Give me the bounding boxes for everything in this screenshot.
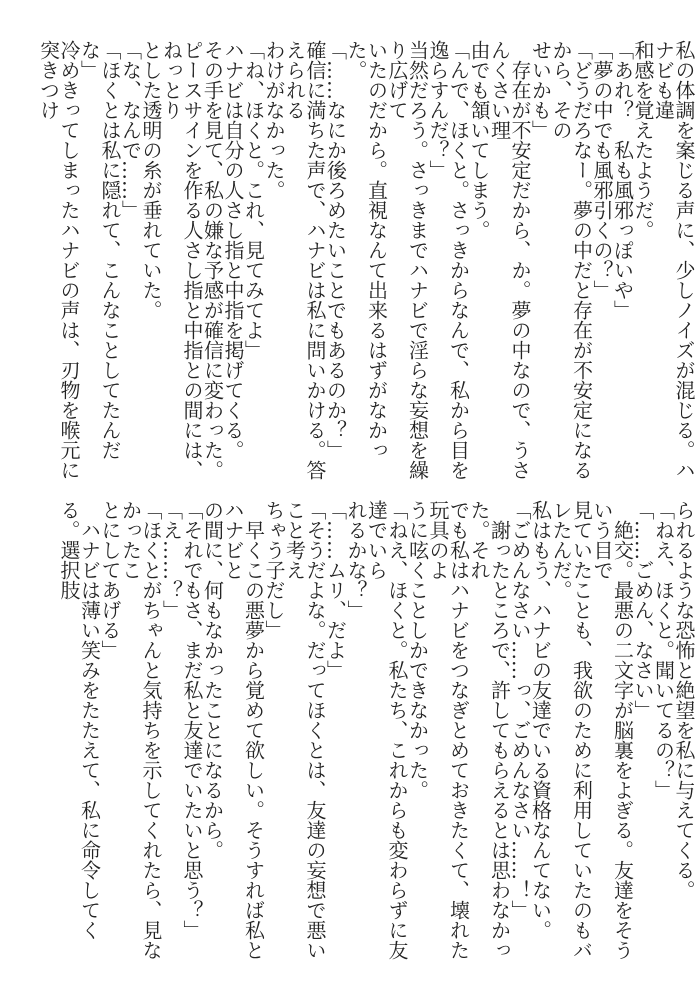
text-column: 「……ムリ、だよ」 — [323, 500, 348, 680]
text-column: 「夢の中でも風邪引くの？」 — [590, 40, 614, 300]
text-column: 当然だろう。さっきまでハナビで淫らな妄想を繰り広げて — [385, 40, 430, 480]
text-column: 私の体調を案じる声に、少しノイズが混じる。ハナビも違 — [651, 40, 696, 480]
text-column: 由でも頷いてしまう。 — [467, 40, 491, 240]
text-column: 和感を覚えたようだ。 — [631, 40, 655, 240]
text-column: 「それでもさ、まだ私と友達でいたいと思う？」 — [180, 500, 204, 940]
text-column: られるような恐怖と絶望を私に与えてくる。 — [672, 500, 696, 900]
text-column: いたのだから。直視なんて出来るはずがなかった。 — [344, 40, 389, 460]
text-column: 「ねえ、ほくと。聞いてるの？」 — [651, 500, 676, 800]
text-column: 「あれ？ 私も風邪っぽいや」 — [610, 40, 635, 320]
text-column: 冷めきってしまったハナビの声は、刃物を喉元に突きつけ — [36, 40, 81, 480]
text-column: 絶交。最悪の二文字が脳裏をよぎる。友達をそういう目で — [590, 500, 635, 960]
text-column: とにしてあげる」 — [98, 500, 122, 660]
text-column: れるかな？」 — [344, 500, 368, 620]
text-column: 私はもう、ハナビの友達でいる資格なんてない。 — [528, 500, 553, 940]
text-column: うに呟くことしかできなかった。 — [405, 500, 430, 800]
bottom-text-block — [5, 500, 694, 960]
top-text-block — [5, 40, 694, 480]
text-column: ハナビは自分の人さし指と中指を掲げてくる。 — [221, 40, 245, 460]
text-column: ちゃう子だし」 — [262, 500, 286, 640]
text-column: でも私はハナビをつなぎとめておきたくて、壊れた玩具のよ — [426, 500, 471, 960]
text-column: 「ごめんなさい……っ、ごめんなさい……！」 — [508, 500, 532, 920]
text-column: 「そうだよな。だってほくとは、友達の妄想で悪いこと考え — [282, 500, 327, 960]
text-column: ピースサインを作る人さし指と中指との間には、ねっとり — [159, 40, 204, 480]
text-column: 早くこの悪夢から覚めて欲しい。そうすれば私とハナビと — [221, 500, 266, 960]
text-column: 「ほくとがちゃんと気持ちを示してくれたら、見なかったこ — [118, 500, 163, 960]
text-column: とした透明の糸が垂れていた。 — [139, 40, 163, 320]
text-column: 見ていたことも、我欲のために利用していたのもバレたんだ。 — [549, 500, 594, 960]
text-column: わけがなかった。 — [262, 40, 286, 200]
text-column: 確信に満ちた声で、ハナビは私に問いかける。答えられる — [282, 40, 327, 480]
text-column: 「んで、ほくと。さっきからなんで、私から目を逸らすんだ？」 — [426, 40, 471, 480]
text-column: 「ほくとは私に隠れて、こんなことしてたんだな」 — [77, 40, 122, 460]
text-column: 「ねえ、ほくと。私たち、これからも変わらずに友達でいら — [364, 500, 409, 960]
text-column: 「え……？」 — [159, 500, 184, 620]
text-column: 「……なにか後ろめたいことでもあるのか？」 — [323, 40, 348, 460]
text-column: 「どうだろなー。夢の中だと存在が不安定になるから、その — [549, 40, 594, 480]
text-column: 「な、なんで……」 — [118, 40, 143, 220]
text-column: 謝ったところで、許してもらえるとは思わなかった。それ — [467, 500, 512, 960]
text-column: 存在が不安定だから、か。夢の中なので、うさんくさい理 — [487, 40, 532, 480]
text-column: 「……ごめん、なさい」 — [631, 500, 655, 720]
text-column: その手を見て、私の嫌な予感が確信に変わった。 — [200, 40, 225, 480]
text-column: せいかも」 — [528, 40, 553, 140]
text-column: ハナビは薄い笑みをたたえて、私に命令してくる。選択肢 — [57, 500, 102, 940]
text-column: 「ね、ほくと。これ、見てみてよ」 — [241, 40, 266, 360]
text-column: の間に、何もなかったことになるから。 — [200, 500, 225, 860]
